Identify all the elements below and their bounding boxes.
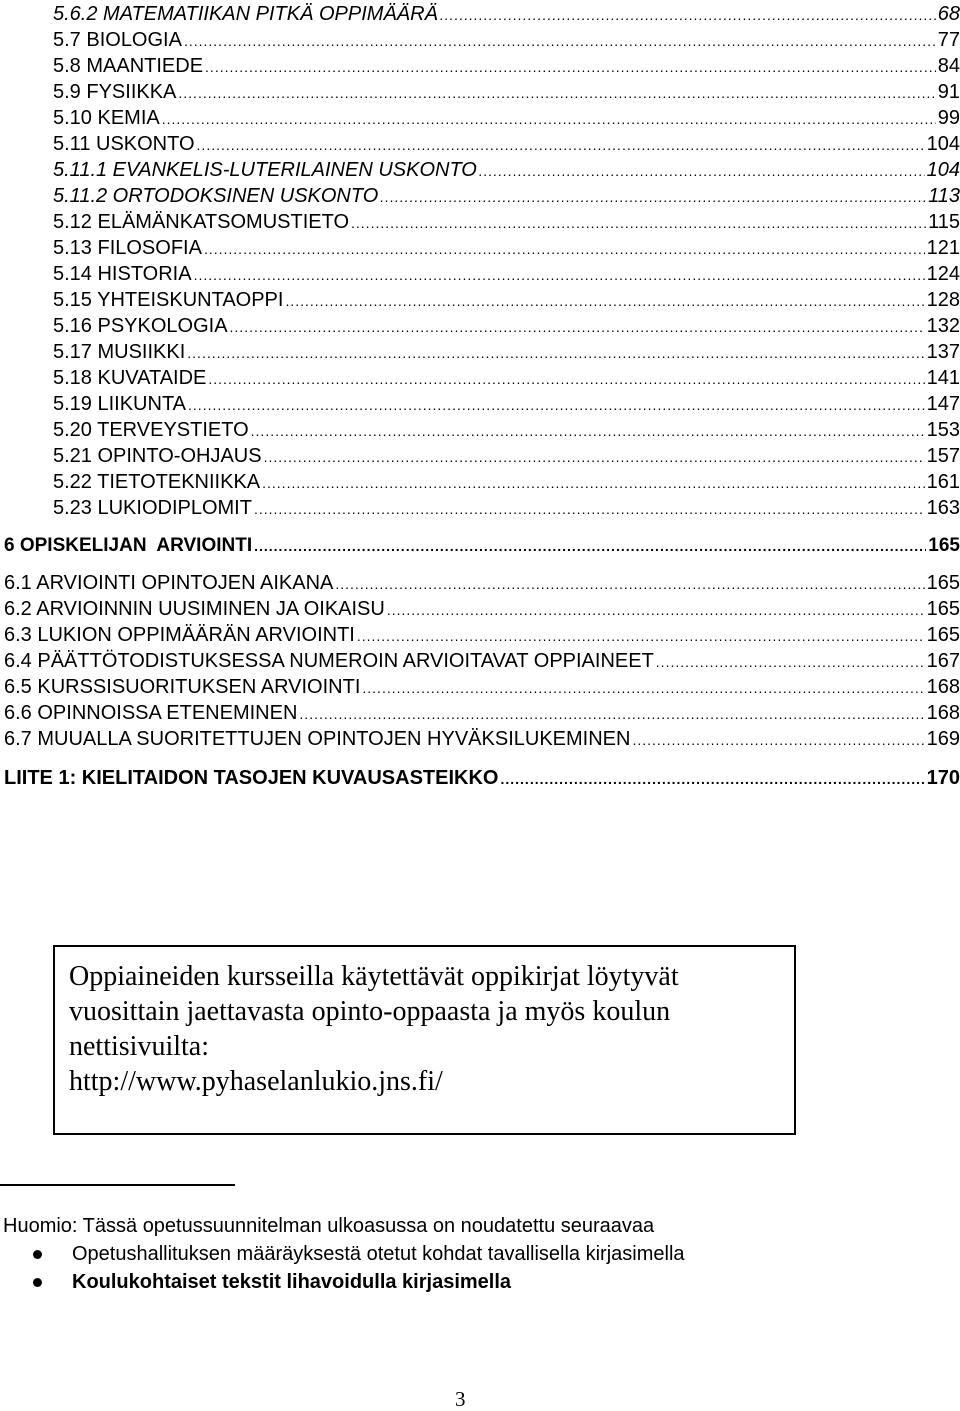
toc-entry[interactable] — [53, 132, 960, 157]
toc-entry-page: 68 — [937, 3, 960, 25]
toc-leader-dots — [656, 650, 925, 674]
toc-entry-page: 163 — [926, 497, 960, 519]
toc-entry-label: 5.12 ELÄMÄNKATSOMUSTIETO — [53, 211, 350, 233]
toc-entry-page: 168 — [926, 702, 960, 724]
toc-entry-page: 113 — [928, 185, 960, 207]
toc-entry-label: 5.20 TERVEYSTIETO — [53, 419, 249, 441]
toc-entry[interactable] — [53, 470, 960, 495]
toc-entry-page: 147 — [926, 393, 960, 415]
toc-entry-page: 169 — [926, 728, 960, 750]
toc-leader-dots — [335, 572, 924, 596]
toc-entry[interactable] — [53, 392, 960, 417]
toc-leader-dots — [357, 624, 925, 648]
toc-entry-label: 5.11.1 EVANKELIS-LUTERILAINEN USKONTO — [53, 159, 477, 181]
toc-entry-page: 115 — [928, 211, 960, 233]
toc-section-entry[interactable] — [4, 534, 960, 558]
toc-entry-label: 5.13 FILOSOFIA — [53, 237, 202, 259]
toc-entry-page: 124 — [926, 263, 960, 285]
toc-leader-dots — [285, 289, 924, 313]
toc-entry-label: 5.6.2 MATEMATIIKAN PITKÄ OPPIMÄÄRÄ — [53, 3, 438, 25]
toc-entry-page: 141 — [926, 367, 960, 389]
toc-entry-label: 5.23 LUKIODIPLOMIT — [53, 497, 252, 519]
toc-entry-page: 132 — [926, 315, 960, 337]
toc-entry-page: 99 — [937, 107, 960, 129]
toc-entry[interactable] — [53, 106, 960, 131]
toc-leader-dots — [264, 445, 925, 469]
note-url: http://www.pyhaselanlukio.jns.fi/ — [69, 1066, 443, 1097]
toc-entry-page: 165 — [926, 598, 960, 620]
toc-leader-dots — [162, 107, 936, 131]
toc-entry-label: 6.6 OPINNOISSA ETENEMINEN — [4, 702, 298, 724]
toc-entry-label: 5.8 MAANTIEDE — [53, 55, 204, 77]
toc-leader-dots — [380, 185, 926, 209]
toc-entry[interactable] — [53, 496, 960, 521]
toc-leader-dots — [194, 263, 925, 287]
toc-entry[interactable] — [4, 623, 960, 648]
toc-leader-dots — [208, 367, 924, 391]
toc-leader-dots — [230, 315, 925, 339]
toc-entry-page: 170 — [926, 767, 960, 789]
toc-entry[interactable] — [53, 288, 960, 313]
toc-leader-dots — [178, 81, 935, 105]
toc-entry-label: 5.14 HISTORIA — [53, 263, 192, 285]
toc-entry-label: LIITE 1: KIELITAIDON TASOJEN KUVAUSASTEIKKO — [4, 767, 499, 789]
toc-leader-dots — [632, 728, 924, 752]
toc-leader-dots — [254, 497, 925, 521]
toc-entry-label: 5.17 MUSIIKKI — [53, 341, 186, 363]
toc-entry-page: 104 — [926, 159, 960, 181]
toc-entry[interactable] — [53, 262, 960, 287]
toc-entry-label: 6 OPISKELIJAN ARVIOINTI — [4, 535, 253, 556]
toc-entry[interactable] — [4, 675, 960, 700]
footer-bullet-item — [33, 1270, 511, 1294]
toc-entry-label: 5.18 KUVATAIDE — [53, 367, 207, 389]
toc-entry-page: 77 — [937, 29, 960, 51]
footnote-divider — [0, 1184, 235, 1186]
toc-entry[interactable] — [53, 444, 960, 469]
toc-entry[interactable] — [53, 80, 960, 105]
note-line: nettisivuilta: — [69, 1031, 209, 1062]
toc-entry[interactable] — [53, 2, 960, 27]
toc-entry-label: 5.21 OPINTO-OHJAUS — [53, 445, 262, 467]
toc-entry-label: 6.1 ARVIOINTI OPINTOJEN AIKANA — [4, 572, 334, 594]
page-number: 3 — [455, 1387, 466, 1411]
toc-entry[interactable] — [53, 210, 960, 235]
toc-entry-page: 91 — [937, 81, 960, 103]
toc-entry[interactable] — [4, 571, 960, 596]
toc-entry[interactable] — [53, 184, 960, 209]
bullet-icon — [33, 1278, 42, 1287]
note-line: vuosittain jaettavasta opinto-oppaasta ja myös koulun — [69, 996, 671, 1027]
toc-entry[interactable] — [53, 54, 960, 79]
toc-entry-label: 6.4 PÄÄTTÖTODISTUKSESSA NUMEROIN ARVIOITAVAT OPPIAINEET — [4, 650, 654, 672]
toc-entry-label: 5.11.2 ORTODOKSINEN USKONTO — [53, 185, 379, 207]
toc-leader-dots — [362, 676, 924, 700]
toc-leader-dots — [184, 29, 936, 53]
toc-entry-page: 128 — [926, 289, 960, 311]
toc-leader-dots — [187, 341, 924, 365]
toc-entry[interactable] — [53, 158, 960, 183]
bullet-text: Opetushallituksen määräyksestä otetut kohdat tavallisella kirjasimella — [72, 1243, 685, 1265]
toc-entry-page: 84 — [937, 55, 960, 77]
toc-leader-dots — [251, 419, 925, 443]
toc-entry-label: 6.7 MUUALLA SUORITETTUJEN OPINTOJEN HYVÄKSILUKEMINEN — [4, 728, 631, 750]
toc-entry-page: 165 — [926, 624, 960, 646]
toc-leader-dots — [299, 702, 924, 726]
toc-entry-page: 165 — [926, 572, 960, 594]
toc-leader-dots — [204, 237, 925, 261]
toc-entry-label: 5.22 TIETOTEKNIIKKA — [53, 471, 261, 493]
toc-leader-dots — [387, 598, 925, 622]
footer-bullet-item — [33, 1242, 685, 1266]
toc-entry-label: 5.10 KEMIA — [53, 107, 160, 129]
textbook-note-box — [53, 945, 796, 1135]
toc-entry[interactable] — [4, 649, 960, 674]
toc-entry-label: 5.16 PSYKOLOGIA — [53, 315, 228, 337]
toc-entry-page: 137 — [926, 341, 960, 363]
toc-leader-dots — [197, 133, 925, 157]
toc-leader-dots — [351, 211, 926, 235]
toc-entry-page: 161 — [926, 471, 960, 493]
toc-entry[interactable] — [4, 597, 960, 622]
toc-leader-dots — [254, 534, 926, 558]
toc-entry[interactable] — [53, 314, 960, 339]
toc-entry-label: 5.15 YHTEISKUNTAOPPI — [53, 289, 284, 311]
toc-entry-page: 167 — [926, 650, 960, 672]
toc-appendix-entry[interactable] — [4, 766, 960, 791]
toc-leader-dots — [440, 3, 936, 27]
toc-leader-dots — [500, 767, 924, 791]
toc-entry[interactable] — [53, 418, 960, 443]
toc-entry-page: 165 — [928, 535, 960, 556]
toc-entry[interactable] — [53, 366, 960, 391]
toc-leader-dots — [479, 159, 925, 183]
toc-entry-label: 5.11 USKONTO — [53, 133, 195, 155]
toc-entry-label: 6.5 KURSSISUORITUKSEN ARVIOINTI — [4, 676, 361, 698]
toc-entry-label: 5.7 BIOLOGIA — [53, 29, 182, 51]
toc-entry[interactable] — [53, 28, 960, 53]
toc-entry-page: 121 — [926, 237, 960, 259]
toc-entry-page: 153 — [926, 419, 960, 441]
toc-entry[interactable] — [4, 727, 960, 752]
toc-entry-label: 5.19 LIIKUNTA — [53, 393, 187, 415]
toc-entry[interactable] — [4, 701, 960, 726]
bullet-text: Koulukohtaiset tekstit lihavoidulla kirjasimella — [72, 1271, 512, 1293]
toc-entry-page: 104 — [926, 133, 960, 155]
toc-entry-label: 5.9 FYSIIKKA — [53, 81, 177, 103]
footer-note: Huomio: Tässä opetussuunnitelman ulkoasussa on noudatettu seuraavaa — [3, 1215, 655, 1237]
bullet-icon — [33, 1250, 42, 1259]
note-line: Oppiaineiden kursseilla käytettävät oppikirjat löytyvät — [69, 961, 679, 992]
toc-entry-label: 6.2 ARVIOINNIN UUSIMINEN JA OIKAISU — [4, 598, 385, 620]
toc-entry-page: 157 — [926, 445, 960, 467]
toc-leader-dots — [188, 393, 925, 417]
toc-entry-page: 168 — [926, 676, 960, 698]
toc-entry[interactable] — [53, 340, 960, 365]
toc-entry[interactable] — [53, 236, 960, 261]
toc-entry-label: 6.3 LUKION OPPIMÄÄRÄN ARVIOINTI — [4, 624, 355, 646]
toc-leader-dots — [262, 471, 925, 495]
toc-leader-dots — [205, 55, 936, 79]
